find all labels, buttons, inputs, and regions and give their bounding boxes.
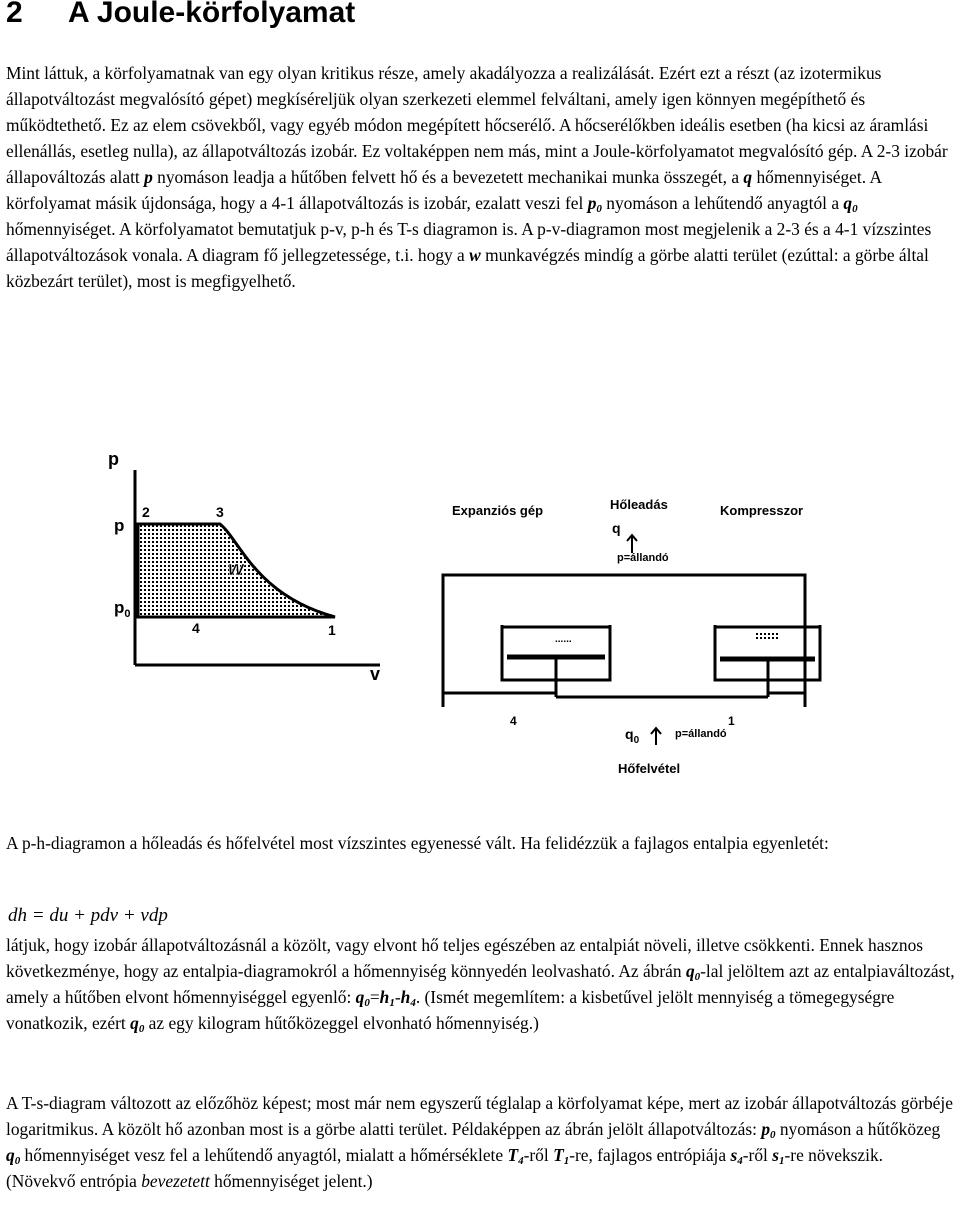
pv-point-2: 2 [142,504,150,520]
ph-paragraph: A p-h-diagramon a hőleadás és hőfelvétel most vízszintes egyenessé vált. Ha felidézzük a fajlagos entalpia egyenletét: [6,833,829,853]
var-w: w [469,245,481,265]
heat-input-arrow [651,728,661,745]
var-p: p [144,167,153,187]
var-h1: $h_1$ [379,987,395,1009]
var-q: q [743,167,753,187]
pv-p-label: p [114,516,125,535]
var-T1: $T_1$ [553,1145,570,1167]
pv-point-1: 1 [328,622,336,638]
var-q0: $q_0$ [130,1013,145,1035]
var-q0: $q_0$ [685,961,701,983]
enthalpy-formula: dh = du + pdv + vdp [8,905,168,926]
heat-input-pconst: p=állandó [675,728,727,740]
emphasis-introduced: bevezetett [141,1171,210,1191]
machine-point-1: 1 [728,714,735,728]
section-title: A Joule-körfolyamat [68,0,356,29]
section-number: 2 [6,0,23,29]
var-p0: $p_0$ [587,193,602,215]
var-q0: $q_0$ [355,987,370,1009]
pv-x-axis-label: v [370,664,381,684]
top-pipe [443,575,805,695]
var-T4: $T_4$ [507,1145,524,1167]
heat-input-q0: $q_0$ [625,726,640,746]
var-h4: $h_4$ [400,987,416,1009]
enthalpy-paragraph: látjuk, hogy izobár állapotváltozásnál a közölt, vagy elvont hő teljes egészében az entalpiát növeli, illetve csökkenti. Ennek hasznos következménye, hogy az entalpia-diagramokról a hőmennyiség könnyedén leolvasható. Az ábrán $q_0$-lal jelöltem azt az entalpiaváltozást, amely a hűtőben elvont hőmennyiséggel egyenlő: $q_0=h_1-h_4$. (Ismét megemlítem: a kisbetűvel jelölt mennyiség a tömegegységre vonatkozik, ezért $q_0$ az egy kilogram hűtőközeggel elvonható hőmennyiség.) [6,935,955,1035]
pv-point-3: 3 [216,504,224,520]
compressor-label: Kompresszor [720,503,804,518]
pv-point-4: 4 [192,620,200,636]
intro-paragraph: Mint láttuk, a körfolyamatnak van egy olyan kritikus része, amely akadályozza a realizálását. Ezért ezt a részt (az izotermikus állapotváltozást megvalósító gépet) megkíséreljük olyan szerkezeti elemmel felváltani, amely igen könnyen megépíthető és működtethető. Ez az elem csövekből, vagy egyéb módon megépített hőcserélő. A hőcserélőkben ideális esetben (ha kicsi az áramlási ellenállás, esetleg nulla), az állapotváltozás izobár. Ez voltaképpen nem más, mint a Joule-körfolyamatot megvalósító gép. A 2-3 izobár állapováltozás alatt p nyomáson leadja a hűtőben felvett hő és a bevezetett mechanikai munka összegét, a q hőmennyiséget. A körfolyamat másik újdonsága, hogy a 4-1 állapotváltozás is izobár, ezalatt veszi fel $p_0$ nyomáson a lehűtendő anyagtól a $q_0$ hőmennyiséget. A körfolyamatot bemutatjuk p-v, p-h és T-s diagramon is. A p-v-diagramon most megjelenik a 2-3 és a 4-1 vízszintes állapotváltozások vonala. A diagram fő jellegzetessége, t.i. hogy a w munkavégzés mindíg a görbe alatti terület (ezúttal: a görbe által közbezárt terület), most is megfigyelhető. [6,63,948,291]
heat-output-pconst: p=állandó [617,552,669,564]
pv-diagram [108,449,380,684]
heat-output-q: q [612,520,621,536]
heat-output-arrow [627,535,637,553]
var-s4: $s_4$ [730,1145,743,1167]
pv-work-label: w [228,558,244,580]
section-heading [6,0,355,30]
pv-y-axis-label: p [108,449,119,469]
heat-output-label: Hőleadás [610,497,668,512]
pv-p0-label: $p_0$ [114,598,131,620]
var-q0: $q_0$ [6,1145,21,1167]
var-q0: $q_0$ [843,193,858,215]
var-s1: $s_1$ [772,1145,785,1167]
heat-input-label: Hőfelvétel [618,761,681,776]
machine-schematic [443,497,820,776]
expansion-machine-label: Expanziós gép [452,503,544,518]
ts-paragraph: A T-s-diagram változott az előzőhöz képest; most már nem egyszerű téglalap a körfolyamat képe, mert az izobár állapotváltozás görbéje logaritmikus. A közölt hő azonban most is a görbe alatti terület. Példaképpen az ábrán jelölt állapotváltozás: $p_0$ nyomáson a hűtőközeg $q_0$ hőmennyiséget vesz fel a lehűtendő anyagtól, mialatt a hőmérséklete $T_4$-ről $T_1-re$, fajlagos entrópiája $s_4$-ről $s_1-re$ növekszik. (Növekvő entrópia bevezetett hőmennyiséget jelent.) [6,1093,953,1191]
machine-point-4: 4 [510,714,517,728]
var-p0: $p_0$ [761,1119,776,1141]
svg-text:......: ...... [555,634,572,645]
joule-cycle-figure [100,445,860,780]
